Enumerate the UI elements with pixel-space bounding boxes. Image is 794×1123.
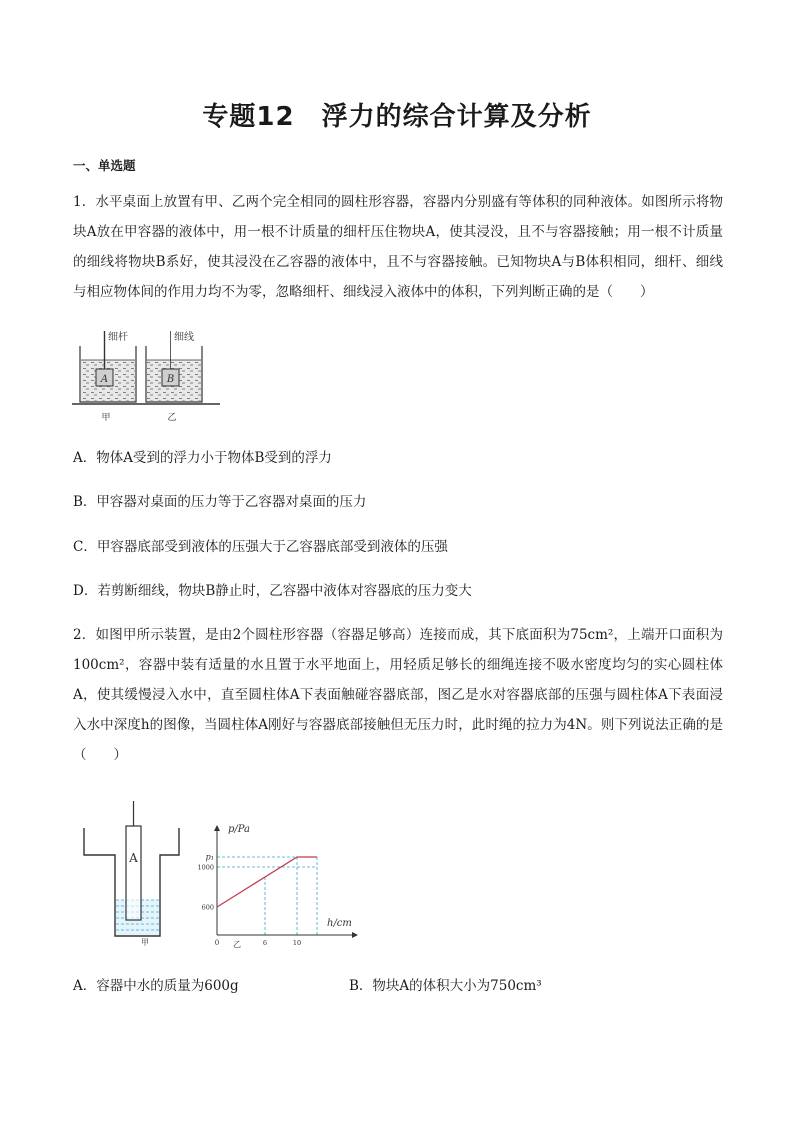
question-1-stem: 1．水平桌面上放置有甲、乙两个完全相同的圆柱形容器，容器内分别盛有等体积的同种液体。如图所示将物块A放在甲容器的液体中，用一根不计质量的细杆压住物块A，使其浸没，且不与容器接触；用一根不计质量的细线将物块B系好，使其浸没在乙容器的液体中，且不与容器接触。已知物块A与B体积相同，细杆、细线与相应物体间的作用力均不为零，忽略细杆、细线浸入液体中的体积，下列判断正确的是（ ） bbox=[73, 194, 723, 300]
section-heading: 一、单选题 bbox=[73, 158, 136, 173]
y-tick-label: 600 bbox=[201, 903, 214, 912]
y-tick-label: 1000 bbox=[197, 863, 214, 872]
x-axis-label: h/cm bbox=[327, 918, 352, 929]
series-line bbox=[217, 857, 317, 907]
origin-label: 0 bbox=[214, 939, 220, 947]
x-tick-label: 6 bbox=[262, 939, 268, 947]
y-tick-label: p₁ bbox=[205, 852, 214, 862]
container-jia-label: 甲 bbox=[101, 413, 111, 423]
q1-option-c: C．甲容器底部受到液体的压强大于乙容器底部受到液体的压强 bbox=[73, 539, 448, 555]
string-label: 细线 bbox=[174, 332, 194, 343]
y-axis-label: p/Pa bbox=[228, 824, 251, 835]
chart-caption: 乙 bbox=[233, 940, 241, 949]
x-tick-label: 10 bbox=[292, 939, 302, 947]
pressure-depth-chart bbox=[195, 820, 365, 950]
q2-option-b: B．物块A的体积大小为750cm³ bbox=[349, 978, 542, 994]
q1-option-d: D．若剪断细线，物块B静止时，乙容器中液体对容器底的压力变大 bbox=[73, 583, 472, 599]
container-yi-label: 乙 bbox=[167, 413, 177, 423]
q2-apparatus-figure bbox=[82, 800, 192, 950]
q1-option-a: A．物体A受到的浮力小于物体B受到的浮力 bbox=[73, 450, 332, 466]
block-b-label: B bbox=[166, 374, 175, 385]
q1-option-b: B．甲容器对桌面的压力等于乙容器对桌面的压力 bbox=[73, 494, 367, 510]
cylinder-a bbox=[126, 826, 141, 920]
page-title: 专题12 浮力的综合计算及分析 bbox=[202, 102, 592, 132]
question-2-stem: 2．如图甲所示装置，是由2个圆柱形容器（容器足够高）连接而成，其下底面积为75cm²，上端开口面积为100cm²，容器中装有适量的水且置于水平地面上，用轻质足够长的细绳连接不吸水密度均匀的实心圆柱体A，使其缓慢浸入水中，直至圆柱体A下表面触碰容器底部，图乙是水对容器底部的压强与圆柱体A下表面浸入水中深度h的图像，当圆柱体A刚好与容器底部接触但无压力时，此时绳的拉力为4N。则下列说法正确的是（ ） bbox=[73, 627, 723, 763]
apparatus-caption: 甲 bbox=[141, 938, 149, 947]
block-a-label: A bbox=[100, 374, 109, 385]
q1-figure bbox=[70, 326, 230, 426]
q2-option-a: A．容器中水的质量为600g bbox=[73, 978, 239, 994]
rod-label: 细杆 bbox=[108, 332, 128, 343]
cylinder-a-label: A bbox=[129, 851, 138, 865]
